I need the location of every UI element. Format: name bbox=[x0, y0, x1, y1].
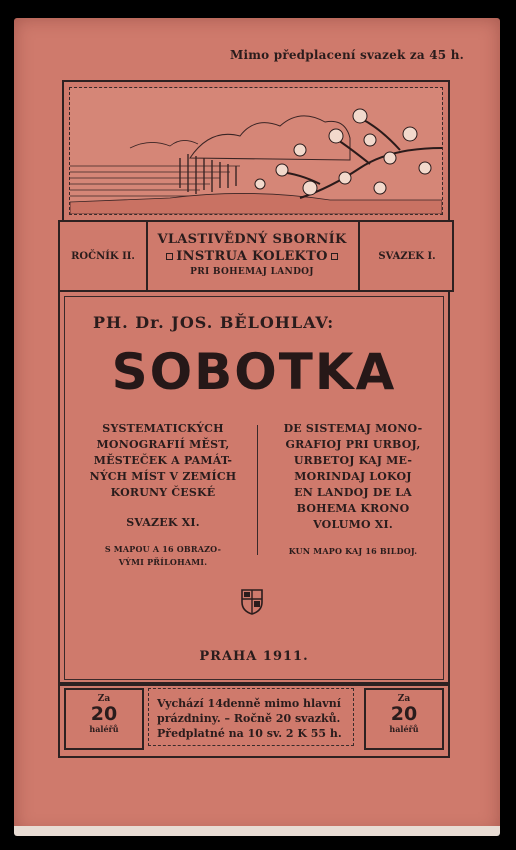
square-ornament-icon bbox=[166, 253, 173, 260]
volume-number-eo: VOLUMO XI. bbox=[313, 518, 393, 531]
series-title-line3: PRI BOHEMAJ LANDOJ bbox=[190, 267, 314, 277]
price-box-right: Za 20 haléřů bbox=[364, 688, 444, 750]
landscape-drawing bbox=[70, 88, 442, 214]
page-edges bbox=[14, 826, 500, 836]
czech-description: SYSTEMATICKÝCH MONOGRAFIÍ MĚST, MĚSTEČEK A PAMÁT- NÝCH MÍST V ZEMÍCH KORUNY ČESKÉ SVAZEK XI. S MAPOU A 16 OBRAZO- VÝMI PŘÍLOHAMI. bbox=[79, 421, 247, 569]
series-header bbox=[58, 220, 454, 292]
footer-panel bbox=[58, 682, 450, 758]
main-panel bbox=[58, 290, 450, 686]
volume-number-cz: SVAZEK XI. bbox=[126, 516, 200, 529]
book-title: SOBOTKA bbox=[111, 343, 397, 401]
shield-emblem-icon bbox=[241, 589, 263, 615]
illustrations-note-eo: KUN MAPO KAJ 16 BILDOJ. bbox=[288, 546, 418, 556]
column-divider bbox=[257, 425, 258, 555]
illustration-frame bbox=[62, 80, 450, 222]
price-note: Mimo předplacení svazek za 45 h. bbox=[230, 48, 464, 62]
author-name: PH. Dr. JOS. BĚLOHLAV: bbox=[93, 313, 335, 332]
year-label: ROČNÍK II. bbox=[60, 222, 148, 290]
square-ornament-icon bbox=[331, 253, 338, 260]
price-box-left: Za 20 haléřů bbox=[64, 688, 144, 750]
series-title bbox=[148, 222, 356, 290]
series-title-line2: INSTRUA KOLEKTO bbox=[148, 249, 356, 264]
landscape-illustration bbox=[69, 87, 443, 215]
publication-place-year: PRAHA 1911. bbox=[199, 649, 309, 664]
illustrations-note-cz: S MAPOU A 16 OBRAZO- VÝMI PŘÍLOHAMI. bbox=[104, 544, 222, 567]
series-title-line1: VLASTIVĚDNÝ SBORNÍK bbox=[157, 232, 347, 247]
esperanto-description: DE SISTEMAJ MONO- GRAFIOJ PRI URBOJ, URBETOJ KAJ ME- MORINDAJ LOKOJ EN LANDOJ DE LA BOHEMA KRONO VOLUMO XI. KUN MAPO KAJ 16 BILDOJ. bbox=[269, 421, 437, 558]
volume-label: SVAZEK I. bbox=[358, 222, 454, 290]
subscription-info: Vychází 14denně mimo hlavní prázdniny. – Ročně 20 svazků. Předplatné na 10 sv. 2 K 55 h. bbox=[148, 688, 354, 746]
